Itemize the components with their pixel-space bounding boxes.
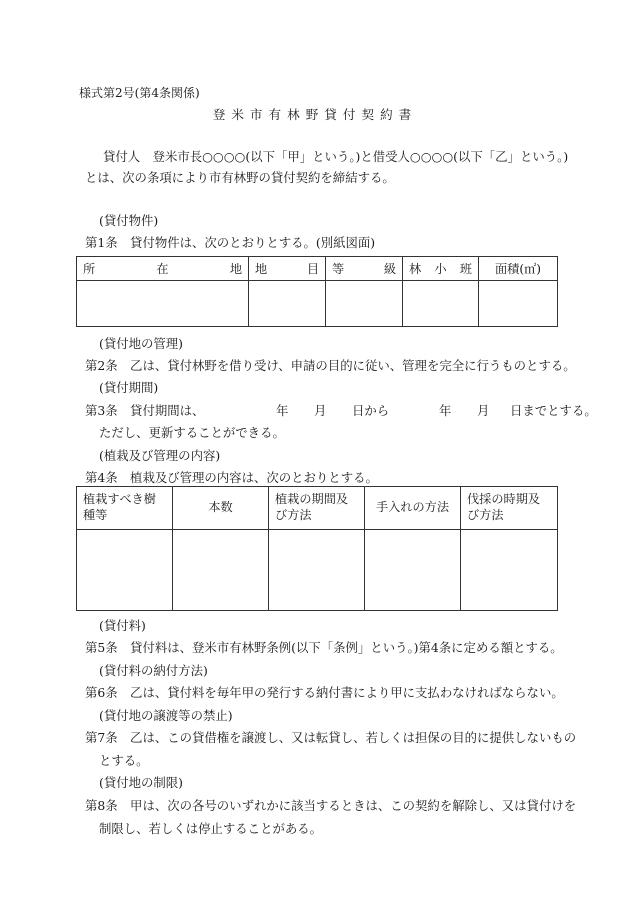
article3-heading: (貸付期間): [99, 380, 159, 395]
intro-line-1: 貸付人 登米市長○○○○(以下「甲」という。)と借受人○○○○(以下「乙」という。): [103, 149, 569, 164]
article3-year-1: 年: [276, 403, 289, 418]
header-care-method: 手入れの方法: [365, 487, 461, 530]
cell-planting-period: [269, 530, 365, 611]
form-number: 様式第2号(第4条関係): [79, 86, 200, 100]
header-grade-char-1: 等: [332, 262, 345, 276]
header-count: 本数: [173, 487, 269, 530]
header-forest-block-char-3: 班: [459, 262, 472, 276]
header-forest-block: [403, 257, 479, 281]
header-forest-block-char-2: 小: [434, 262, 447, 276]
header-logging-period: 伐採の時期及び方法: [461, 487, 558, 530]
cell-logging-period: [461, 530, 558, 611]
article8-heading: (貸付地の制限): [99, 775, 184, 790]
cell-tree-species: [77, 530, 173, 611]
article3-text-2: ただし、更新することができる。: [99, 425, 285, 440]
cell-count: [173, 530, 269, 611]
article8-text-2: 制限し、若しくは停止することがある。: [99, 821, 323, 836]
article8-text: 第8条 甲は、次の各号のいずれかに該当するときは、この契約を解除し、又は貸付けを: [85, 798, 577, 813]
article5-heading: (貸付料): [99, 618, 146, 633]
article7-heading: (貸付地の譲渡等の禁止): [99, 708, 233, 723]
header-forest-block-char-1: 林: [409, 262, 422, 276]
header-location-char-3: 地: [229, 262, 242, 276]
header-grade-char-2: 級: [383, 262, 396, 276]
header-location: [77, 257, 249, 281]
article5-text: 第5条 貸付料は、登米市有林野条例(以下「条例」という。)第4条に定める額とする。: [85, 640, 563, 655]
planting-table: [76, 486, 558, 611]
article3-month-2: 月: [477, 403, 490, 418]
article7-text-2: とする。: [99, 753, 149, 768]
article4-text: 第4条 植栽及び管理の内容は、次のとおりとする。: [85, 470, 378, 485]
article4-heading: (植栽及び管理の内容): [99, 448, 221, 463]
article1-text: 第1条 貸付物件は、次のとおりとする。(別紙図面): [85, 235, 376, 250]
header-land-category-char-2: 目: [306, 262, 319, 276]
article2-text: 第2条 乙は、貸付林野を借り受け、申請の目的に従い、管理を完全に行うものとする。: [85, 358, 576, 373]
header-location-char-2: 在: [156, 262, 169, 276]
header-land-category: [249, 257, 326, 281]
planting-table-header-row: [77, 487, 558, 530]
cell-area: [479, 281, 558, 327]
planting-table-body-row: [77, 530, 558, 611]
article6-heading: (貸付料の納付方法): [99, 663, 208, 678]
article2-heading: (貸付地の管理): [99, 336, 184, 351]
document-title: 登米市有林野貸付契約書: [212, 107, 418, 122]
cell-care-method: [365, 530, 461, 611]
article3-month-1: 月: [314, 403, 327, 418]
article3-text-start: 第3条 貸付期間は、: [85, 403, 205, 418]
property-table: [76, 256, 558, 327]
intro-line-2: とは、次の条項により市有林野の貸付契約を締結する。: [85, 170, 395, 185]
property-table-body-row: [77, 281, 558, 327]
header-planting-period: 植栽の期間及び方法: [269, 487, 365, 530]
cell-location: [77, 281, 249, 327]
header-grade: [326, 257, 403, 281]
article1-heading: (貸付物件): [99, 213, 159, 228]
header-land-category-char-1: 地: [255, 262, 268, 276]
cell-land-category: [249, 281, 326, 327]
article6-text: 第6条 乙は、貸付料を毎年甲の発行する納付書により甲に支払わなければならない。: [85, 685, 564, 700]
article7-text: 第7条 乙は、この貸借権を譲渡し、又は転貸し、若しくは担保の目的に提供しないもの: [85, 730, 577, 745]
article3-year-2: 年: [439, 403, 452, 418]
header-location-char-1: 所: [83, 262, 96, 276]
article3-until: 日までとする。: [510, 403, 597, 418]
cell-grade: [326, 281, 403, 327]
header-area: 面積(㎡): [479, 257, 558, 281]
header-tree-species: 植栽すべき樹種等: [77, 487, 173, 530]
article3-from: 日から: [352, 403, 390, 418]
property-table-header-row: [77, 257, 558, 281]
cell-forest-block: [403, 281, 479, 327]
